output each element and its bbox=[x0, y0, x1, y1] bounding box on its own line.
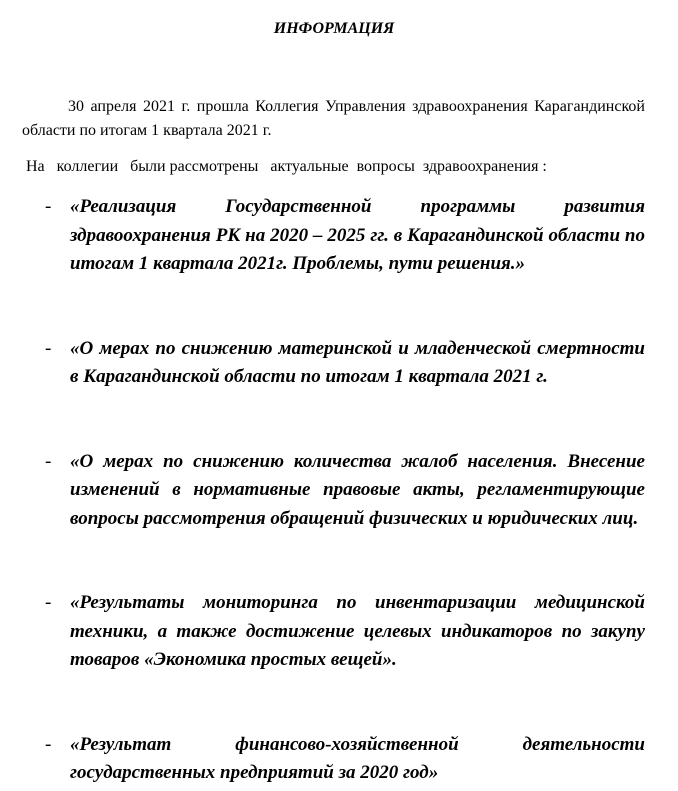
bullet-dash: - bbox=[45, 337, 52, 359]
agenda-item bbox=[40, 589, 645, 675]
bullet-dash: - bbox=[45, 592, 52, 613]
agenda-item-text: «Реализация Государственной программы развития здравоохранения РК на 2020 – 2025 гг. в Карагандинской области по итогам 1 квартала 2021г. Проблемы, пути решения.» bbox=[70, 196, 645, 274]
agenda-item bbox=[40, 448, 645, 534]
bullet-dash: - bbox=[45, 450, 52, 472]
agenda-item bbox=[40, 731, 645, 788]
bullet-dash: - bbox=[45, 733, 52, 755]
agenda-item-text: «О мерах по снижению материнской и младенческой смертности в Карагандинской области по итогам 1 квартала 2021 г. bbox=[70, 337, 645, 387]
agenda-item-text: «Результат финансово-хозяйственной деятельности государственных предприятий за 2020 год» bbox=[70, 733, 645, 783]
agenda-item-text: «Результаты мониторинга по инвентаризации медицинской техники, а также достижение целевых индикаторов по закупу товаров «Экономика простых вещей». bbox=[70, 592, 645, 670]
document-title: ИНФОРМАЦИЯ bbox=[273, 20, 395, 37]
agenda-item bbox=[40, 193, 645, 279]
lead-paragraph: На коллегии были рассмотрены актуальные вопросы здравоохранения : bbox=[26, 158, 547, 175]
bullet-dash: - bbox=[45, 196, 52, 217]
intro-paragraph: 30 апреля 2021 г. прошла Коллегия Управления здравоохранения Карагандинской области по итогам 1 квартала 2021 г. bbox=[22, 98, 645, 139]
agenda-item bbox=[40, 335, 645, 392]
agenda-list bbox=[40, 193, 645, 788]
agenda-item-text: «О мерах по снижению количества жалоб населения. Внесение изменений в нормативные правовые акты, регламентирующие вопросы рассмотрения обращений физических и юридических лиц. bbox=[70, 450, 645, 529]
